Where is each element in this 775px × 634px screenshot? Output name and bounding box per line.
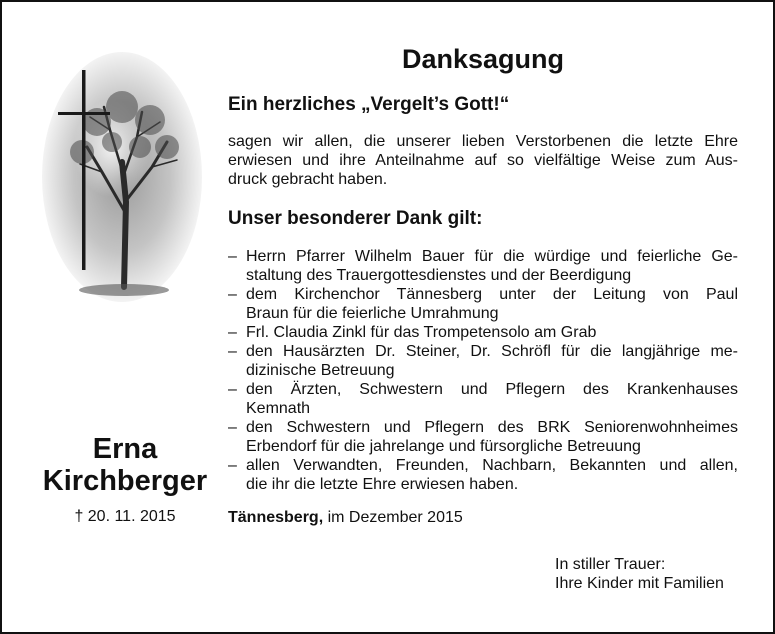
thanks-item: [228, 247, 738, 285]
intro-paragraph: [228, 132, 738, 189]
intro-line: sagen wir allen, die unserer lieben Verstorbenen die letzte Ehre: [228, 133, 738, 150]
place: Tännesberg,: [228, 509, 324, 526]
thanks-item-line: den Hausärzten Dr. Steiner, Dr. Schröfl für die langjährige me-: [246, 343, 738, 360]
thanks-item-line: Kemnath: [246, 400, 311, 417]
intro-line: erwiesen und ihre Anteilnahme auf so vielfältige Weise zum Aus-: [228, 152, 738, 169]
thanks-item-line: den Ärzten, Schwestern und Pflegern des Krankenhauses: [246, 381, 738, 398]
thanks-item-line: Herrn Pfarrer Wilhelm Bauer für die würdige und feierliche Ge-: [246, 248, 738, 265]
list-dash: –: [228, 286, 237, 303]
gratitude-heading: Ein herzliches „Vergelt’s Gott!“: [228, 94, 510, 115]
death-date: † 20. 11. 2015: [74, 508, 176, 525]
page-title: Danksagung: [401, 44, 565, 74]
list-dash: –: [228, 343, 237, 360]
thanks-item-line: den Schwestern und Pflegern des BRK Seniorenwohnheimes: [246, 419, 738, 436]
list-dash: –: [228, 248, 237, 265]
thanks-item-line: staltung des Trauergottesdienstes und der Beerdigung: [246, 267, 632, 284]
closing-signature: [555, 555, 724, 593]
special-thanks-heading: Unser besonderer Dank gilt:: [228, 208, 483, 229]
thanks-item-line: allen Verwandten, Freunden, Nachbarn, Bekannten und allen,: [246, 457, 738, 474]
thanks-item-line: dizinische Betreuung: [246, 362, 395, 379]
thanks-item: [228, 285, 738, 323]
thanks-item-line: die ihr die letzte Ehre erwiesen haben.: [246, 476, 519, 493]
cross-tree-photo: [42, 52, 202, 302]
thanks-item: [228, 323, 738, 342]
thanks-item: [228, 456, 738, 494]
date: im Dezember 2015: [327, 509, 463, 526]
intro-line: druck gebracht haben.: [228, 171, 388, 188]
deceased-first-name: Erna: [92, 433, 158, 465]
thanks-item: [228, 380, 738, 418]
list-dash: –: [228, 324, 237, 341]
list-dash: –: [228, 457, 237, 474]
closing-line-1: In stiller Trauer:: [555, 556, 666, 573]
thanks-item-line: Frl. Claudia Zinkl für das Trompetensolo am Grab: [246, 324, 597, 341]
deceased-last-name: Kirchberger: [42, 465, 208, 497]
thanks-item: [228, 342, 738, 380]
thanks-item-line: Erbendorf für die jahrelange und fürsorgliche Betreuung: [246, 438, 641, 455]
list-dash: –: [228, 419, 237, 436]
thanks-list: [228, 247, 738, 494]
closing-line-2: Ihre Kinder mit Familien: [555, 575, 724, 592]
thanks-item-line: Braun für die feierliche Umrahmung: [246, 305, 499, 322]
list-dash: –: [228, 381, 237, 398]
thanks-item: [228, 418, 738, 456]
place-date: [228, 508, 463, 528]
thanks-item-line: dem Kirchenchor Tännesberg unter der Leitung von Paul: [246, 286, 738, 303]
